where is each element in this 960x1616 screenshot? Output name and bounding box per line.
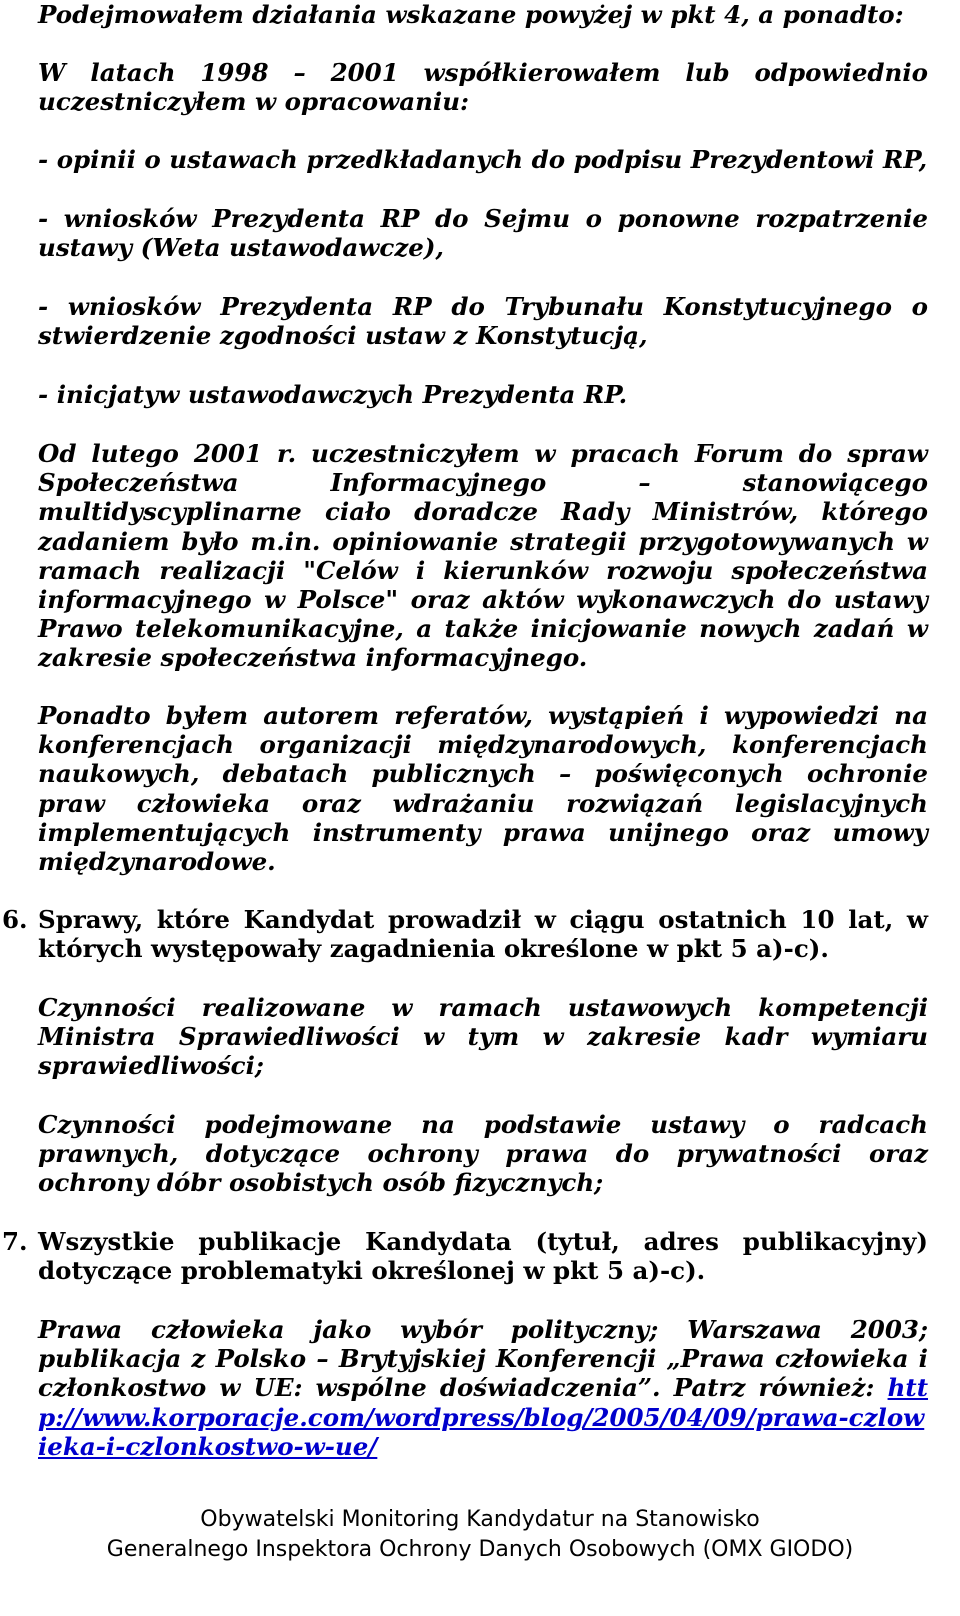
list-item-opinions: - opinii o ustawach przedkładanych do podpisu Prezydentowi RP, <box>38 145 928 174</box>
question-6-number: 6. <box>2 905 28 934</box>
paragraph-conferences: Ponadto byłem autorem referatów, wystąpień i wypowiedzi na konferencjach organizacji międzynarodowych, konferencjach naukowych, debatach publicznych – poświęconych ochronie praw człowieka oraz wdrażaniu rozwiązań legislacyjnych implementujących instrumenty prawa unijnego oraz umowy międzynarodowe. <box>38 701 928 877</box>
publication-link[interactable]: http://www.korporacje.com/wordpress/blog/2005/04/09/prawa-czlowieka-i-czlonkostwo-w-ue/ <box>38 1373 929 1461</box>
list-item-vetoes: - wniosków Prezydenta RP do Sejmu o ponowne rozpatrzenie ustawy (Weta ustawodawcze), <box>38 204 928 263</box>
paragraph-forum: Od lutego 2001 r. uczestniczyłem w pracach Forum do spraw Społeczeństwa Informacyjnego – stanowiącego multidyscyplinarne ciało doradcze Rady Ministrów, którego zadaniem było m.in. opiniowanie strategii przygotowywanych w ramach realizacji "Celów i kierunków rozwoju społeczeństwa informacyjnego w Polsce" oraz aktów wykonawczych do ustawy Prawo telekomunikacyjne, a także inicjowanie nowych zadań w zakresie społeczeństwa informacyjnego. <box>38 439 928 673</box>
paragraph-legal-advisers: Czynności podejmowane na podstawie ustawy o radcach prawnych, dotyczące ochrony prawa do prywatności oraz ochrony dóbr osobistych osób fizycznych; <box>38 1110 928 1198</box>
footer-line-1: Obywatelski Monitoring Kandydatur na Stanowisko <box>200 1507 760 1532</box>
publication-paragraph <box>38 1315 928 1461</box>
question-7-text: Wszystkie publikacje Kandydata (tytuł, adres publikacyjny) dotyczące problematyki określonej w pkt 5 a)-c). <box>38 1227 928 1286</box>
question-6 <box>2 905 928 964</box>
question-6-text: Sprawy, które Kandydat prowadził w ciągu ostatnich 10 lat, w których występowały zagadnienia określone w pkt 5 a)-c). <box>38 905 928 964</box>
question-7-number: 7. <box>2 1227 28 1256</box>
question-7 <box>2 1227 928 1286</box>
intro-paragraph: Podejmowałem działania wskazane powyżej w pkt 4, a ponadto: <box>38 0 904 29</box>
publication-text: Prawa człowieka jako wybór polityczny; Warszawa 2003; publikacja z Polsko – Brytyjskiej Konferencji „Prawa człowieka i członkostwo w UE: wspólne doświadczenia”. Patrz również: <box>38 1315 928 1403</box>
list-item-initiatives: - inicjatyw ustawodawczych Prezydenta RP. <box>38 380 628 409</box>
publication-block <box>38 1315 928 1461</box>
list-item-tribunal: - wniosków Prezydenta RP do Trybunału Konstytucyjnego o stwierdzenie zgodności ustaw z Konstytucją, <box>38 292 928 351</box>
footer-line-2: Generalnego Inspektora Ochrony Danych Osobowych (OMX GIODO) <box>106 1537 854 1562</box>
paragraph-ministry: Czynności realizowane w ramach ustawowych kompetencji Ministra Sprawiedliwości w tym w zakresie kadr wymiaru sprawiedliwości; <box>38 993 928 1081</box>
paragraph-1998-2001: W latach 1998 – 2001 współkierowałem lub odpowiednio uczestniczyłem w opracowaniu: <box>38 58 928 117</box>
